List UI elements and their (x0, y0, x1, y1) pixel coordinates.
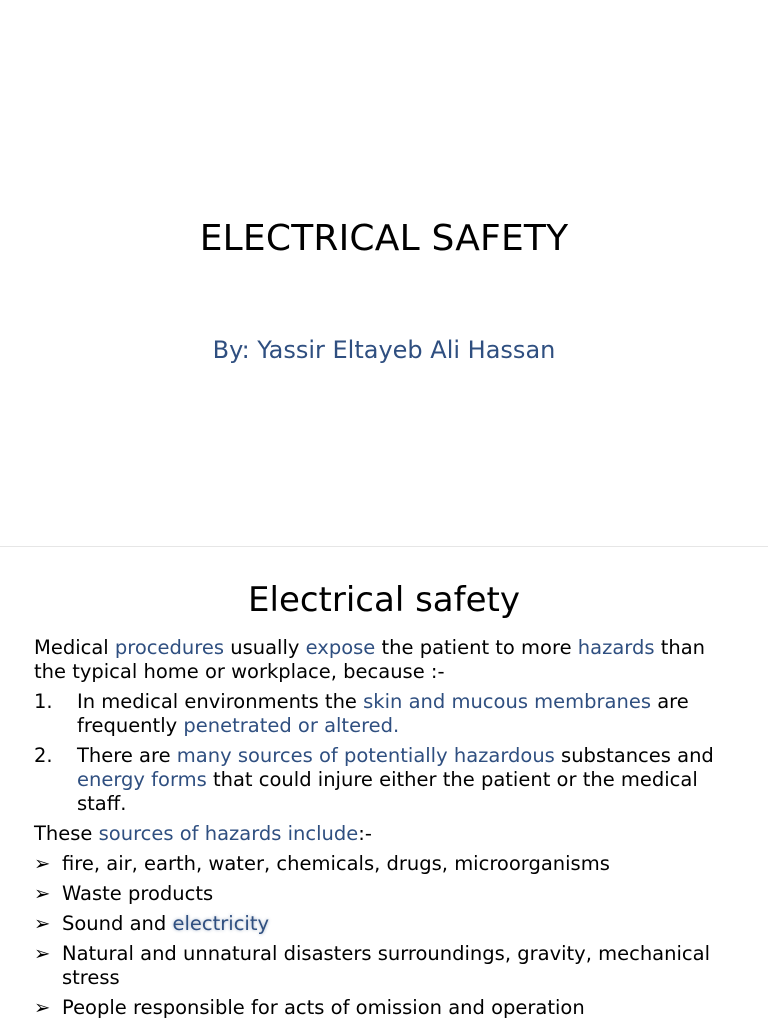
arrow-bullet-icon: ➢ (34, 882, 51, 905)
highlight-skin: skin and mucous membranes (363, 690, 652, 713)
content-slide (0, 556, 768, 1024)
numbered-item: 1. In medical environments the skin and mucous membranes are frequently penetrated or altered. (34, 690, 689, 737)
intro-paragraph: Medical procedures usually expose the patient to more hazards than the typical home or workplace, because :- (34, 636, 706, 683)
bullet-item: ➢ fire, air, earth, water, chemicals, drugs, microorganisms (34, 852, 610, 875)
highlight-sources-include: sources of hazards include (98, 822, 359, 845)
arrow-bullet-icon: ➢ (34, 942, 51, 965)
item-number: 2. (34, 744, 53, 767)
bullet-item: ➢ Natural and unnatural disasters surroundings, gravity, mechanical stress (34, 942, 710, 989)
slide-heading: Electrical safety (248, 580, 520, 620)
highlight-hazards: hazards (577, 636, 655, 659)
bullet-item: ➢ People responsible for acts of omission and operation (34, 996, 585, 1019)
bullet-item: ➢ Sound and electricity (34, 912, 270, 935)
highlight-procedures: procedures (114, 636, 225, 659)
slide-title: ELECTRICAL SAFETY (199, 218, 569, 259)
arrow-bullet-icon: ➢ (34, 852, 51, 875)
bullet-item: ➢ Waste products (34, 882, 214, 905)
highlight-penetrated: penetrated or altered. (183, 714, 400, 737)
highlight-expose: expose (305, 636, 376, 659)
sources-paragraph: These sources of hazards include:- (34, 822, 372, 845)
arrow-bullet-icon: ➢ (34, 996, 51, 1019)
arrow-bullet-icon: ➢ (34, 912, 51, 935)
highlight-energy-forms: energy forms (77, 768, 207, 791)
highlight-sources: many sources of potentially hazardous (176, 744, 555, 767)
numbered-item: 2. There are many sources of potentially hazardous substances and energy forms that could injure either the patient or the medical staff. (34, 744, 714, 815)
slide-body (34, 636, 734, 1026)
item-number: 1. (34, 690, 53, 713)
slide-divider (0, 546, 768, 547)
highlight-electricity: electricity (172, 912, 270, 935)
slide-subtitle: By: Yassir Eltayeb Ali Hassan (212, 336, 556, 364)
